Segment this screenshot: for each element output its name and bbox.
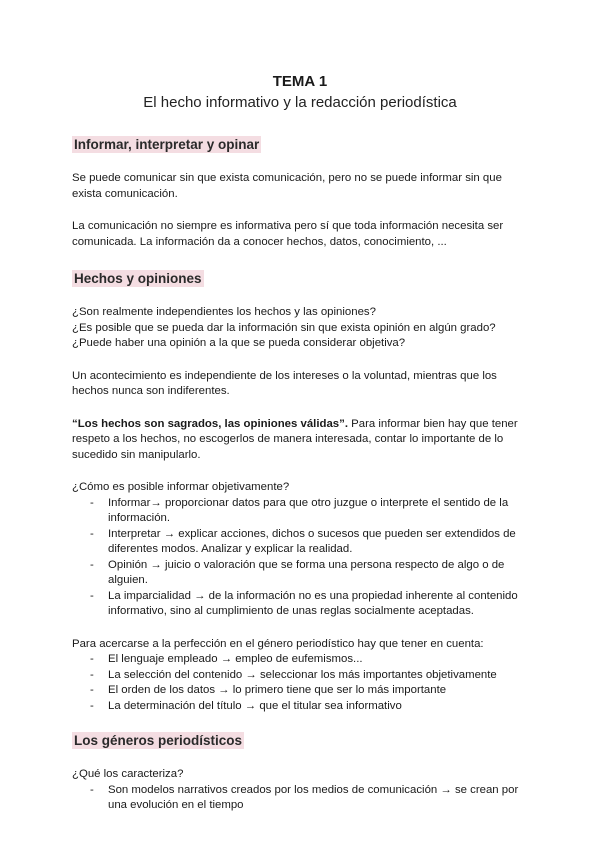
question-line: ¿Qué los caracteriza? [72, 768, 184, 780]
section-heading-generos: Los géneros periodísticos [74, 733, 243, 748]
question-line: ¿Son realmente independientes los hechos y las opiniones? [72, 306, 376, 318]
dash-marker: - [90, 783, 94, 796]
dash-list [72, 496, 528, 620]
section-heading-informar: Informar, interpretar y opinar [74, 137, 260, 152]
question-line: ¿Puede haber una opinión a la que se pueda considerar objetiva? [72, 337, 406, 349]
list-intro: ¿Cómo es posible informar objetivamente? [72, 481, 290, 493]
list-item: - Opinión → juicio o valoración que se forma una persona respecto de algo o de alguien. [90, 558, 505, 586]
quote-bold: “Los hechos son sagrados, las opiniones válidas”. [72, 417, 348, 430]
dash-marker: - [90, 589, 94, 602]
dash-marker: - [90, 653, 94, 665]
quote-paragraph [72, 417, 528, 464]
list-item: - La imparcialidad → de la información no es una propiedad inherente al contenido informativo, sino al cumplimiento de unas reglas socialmente aceptadas. [90, 589, 518, 617]
dash-marker: - [90, 558, 94, 571]
list-item: - Interpretar → explicar acciones, dichos o sucesos que pueden ser extendidos de diferentes modos. Analizar y explicar la realidad. [90, 527, 516, 555]
document-title: TEMA 1 [272, 73, 328, 90]
list-item: - El orden de los datos → lo primero tiene que ser lo más importante [108, 683, 528, 699]
quote-rest: Para informar bien hay que tener respeto a los hechos, no escogerlos de manera interesada, contar lo importante de lo sucedido sin manipularlo. [72, 417, 518, 461]
dash-marker: - [90, 496, 94, 509]
list-intro: Para acercarse a la perfección en el género periodístico hay que tener en cuenta: [72, 637, 484, 650]
section-heading-hechos: Hechos y opiniones [74, 271, 202, 286]
paragraph: Se puede comunicar sin que exista comunicación, pero no se puede informar sin que exista comunicación. [72, 172, 502, 200]
dash-list [72, 783, 528, 814]
dash-marker: - [90, 527, 94, 540]
dash-list [72, 652, 528, 714]
dash-marker: - [90, 684, 94, 696]
dash-marker: - [90, 668, 94, 681]
list-item: - El lenguaje empleado → empleo de eufemismos... [108, 652, 528, 668]
paragraph: Un acontecimiento es independiente de los intereses o la voluntad, mientras que los hechos nunca son indiferentes. [72, 369, 497, 397]
list-item: - La determinación del título → que el titular sea informativo [108, 699, 528, 715]
question-line: ¿Es posible que se pueda dar la información sin que exista opinión en algún grado? [72, 321, 496, 334]
list-item: - Informar→ proporcionar datos para que otro juzgue o interprete el sentido de la información. [90, 496, 509, 524]
list-item: - Son modelos narrativos creados por los medios de comunicación → se crean por una evolución en el tiempo [90, 783, 519, 811]
dash-marker: - [90, 699, 94, 712]
list-item: - La selección del contenido → seleccionar los más importantes objetivamente [108, 668, 528, 684]
document-subtitle: El hecho informativo y la redacción periodística [143, 94, 457, 111]
paragraph: La comunicación no siempre es informativa pero sí que toda información necesita ser comunicada. La información da a conocer hechos, datos, conocimiento, ... [72, 220, 504, 248]
